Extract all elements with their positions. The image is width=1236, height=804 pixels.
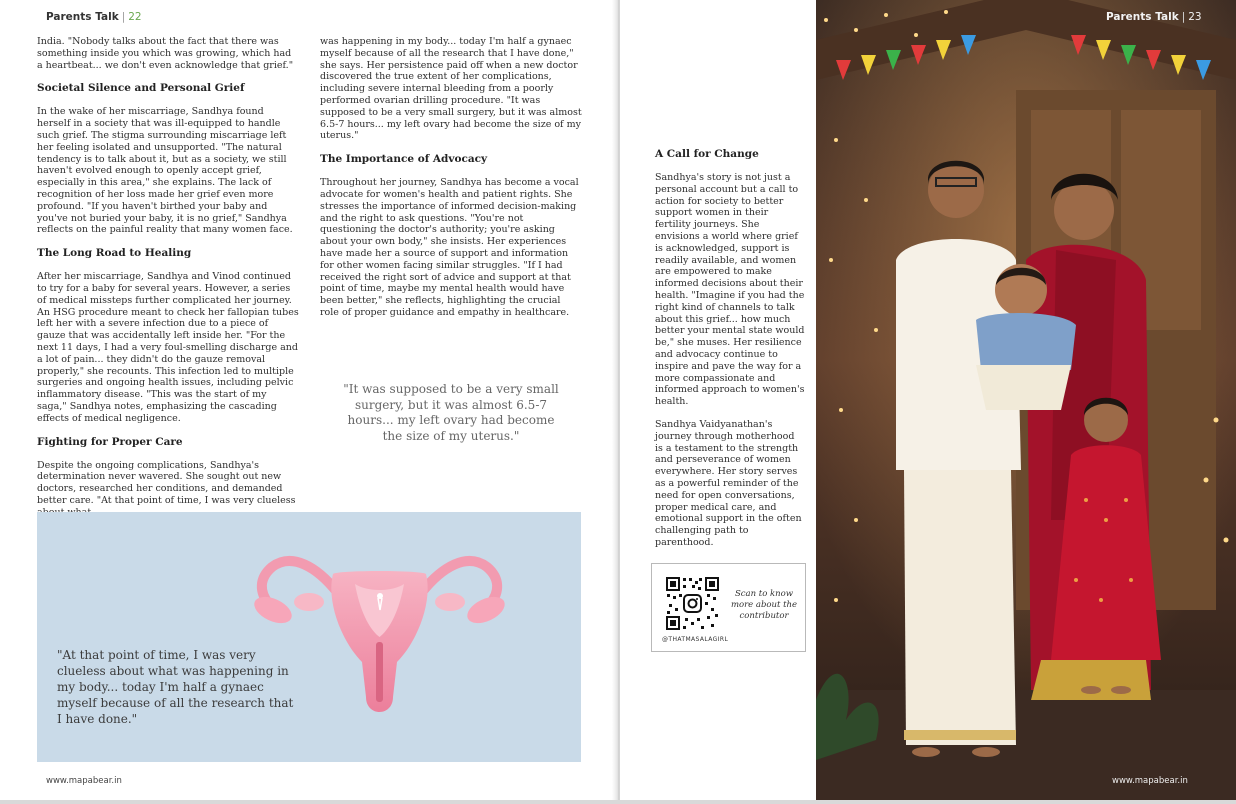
paragraph: was happening in my body... today I'm half a gynaec myself because of all the research that I have done," she says. Her persistence paid off when a new doctor discovered the true extent of her complications, including severe internal bleeding from a poorly performed ovarian drilling procedure. "It was supposed to be a very small surgery, but it was almost 6.5-7 hours... my left ovary had become the size of my uterus." [320, 36, 582, 142]
contributor-qr-card[interactable] [651, 563, 806, 652]
footer-url[interactable]: www.mapabear.in [46, 776, 122, 786]
paragraph: Throughout her journey, Sandhya has become a vocal advocate for women's health and patient rights. She stresses the importance of informed decision-making and the right to ask questions. "You're not questioning the doctor's authority; you're asking about your own body," she insists. Her experiences have made her a source of support and information for other women facing similar struggles. "If I had received the right sort of advice and support at that point of time, maybe my mental health would have been better," she reflects, highlighting the crucial role of proper guidance and empathy in healthcare. [320, 177, 579, 318]
paragraph: After her miscarriage, Sandhya and Vinod continued to try for a baby for several years. However, a series of medical missteps further complicated her journey. An HSG procedure meant to check her fallopian tubes left her with a severe infection due to a piece of gauze that was accidentally left inside her. "For the next 11 days, I had a very foul-smelling discharge and a lot of pain... they didn't do the gauze removal properly," she recounts. This infection led to multiple surgeries and ongoing health issues, including pelvic inflammatory disease. "This was the start of my saga," Sandhya notes, emphasizing the cascading effects of medical negligence. [37, 271, 299, 424]
left-page [0, 0, 616, 800]
section-heading: The Long Road to Healing [37, 247, 192, 260]
footer-url[interactable]: www.mapabear.in [1112, 776, 1188, 786]
contributor-handle[interactable]: @THATMASALAGIRL [662, 636, 729, 643]
section-heading: The Importance of Advocacy [320, 153, 488, 166]
article-column-2 [320, 36, 582, 326]
running-header-right [1106, 11, 1202, 23]
header-separator: | [1181, 11, 1186, 23]
qr-code-icon[interactable] [665, 576, 720, 631]
instagram-icon [684, 595, 701, 612]
magazine-title: Parents Talk [1106, 11, 1179, 23]
header-separator: | [121, 11, 126, 23]
paragraph: Sandhya Vaidyanathan's journey through motherhood is a testament to the strength and perseverance of women everywhere. Her story serves as a powerful reminder of the need for open conversations, proper medical care, and emotional support in the often challenging path to parenthood. [655, 418, 802, 548]
paragraph: In the wake of her miscarriage, Sandhya found herself in a society that was ill-equipped to handle such grief. The stigma surrounding miscarriage left her feeling isolated and unsupported. "The natural tendency is to talk about it, but as a society, we still haven't evolved enough to openly accept grief, especially in this area," she explains. The lack of recognition of her loss made her grief even more profound. "If you haven't birthed your baby and you've not buried your baby, it is no grief," Sandhya reflects on the painful reality that many women face. [37, 106, 293, 236]
section-heading: Societal Silence and Personal Grief [37, 82, 245, 95]
article-column-3 [655, 146, 805, 548]
family-photo [816, 0, 1236, 800]
section-heading: A Call for Change [655, 148, 759, 160]
illustration-quote: "At that point of time, I was very clueless about what was happening in my body... today I'm half a gynaec myself because of all the research that I have done." [57, 648, 294, 726]
running-header-left [46, 11, 142, 23]
article-column-1 [37, 36, 299, 506]
page-number: 23 [1188, 11, 1202, 23]
page-number: 22 [128, 11, 142, 23]
paragraph: India. "Nobody talks about the fact that there was something inside you which was growing, which had a heartbeat... we don't even acknowledge that grief." [37, 36, 294, 71]
family-photo-image [816, 0, 1236, 800]
section-heading: Fighting for Proper Care [37, 435, 183, 448]
paragraph: Sandhya's story is not just a personal account but a call to action for society to better support women in their fertility journeys. She envisions a world where grief is acknowledged, support is readily available, and women are empowered to make informed decisions about their health. "Imagine if you had the right kind of channels to talk about this grief... how much better your mental state would be," she muses. Her resilience and advocacy continue to inspire and pave the way for a more compassionate and informed approach to women's health. [655, 172, 805, 408]
pull-quote: "It was supposed to be a very small surgery, but it was almost 6.5-7 hours... my left ovary had become the size of my uterus." [343, 382, 559, 443]
qr-caption: Scan to know more about the contributor [730, 589, 798, 621]
paragraph: Despite the ongoing complications, Sandhya's determination never wavered. She sought out new doctors, researched her conditions, and demanded better care. "At that point of time, I was very clueless [37, 459, 296, 506]
uterus-illustration [37, 512, 581, 762]
magazine-title: Parents Talk [46, 11, 119, 23]
